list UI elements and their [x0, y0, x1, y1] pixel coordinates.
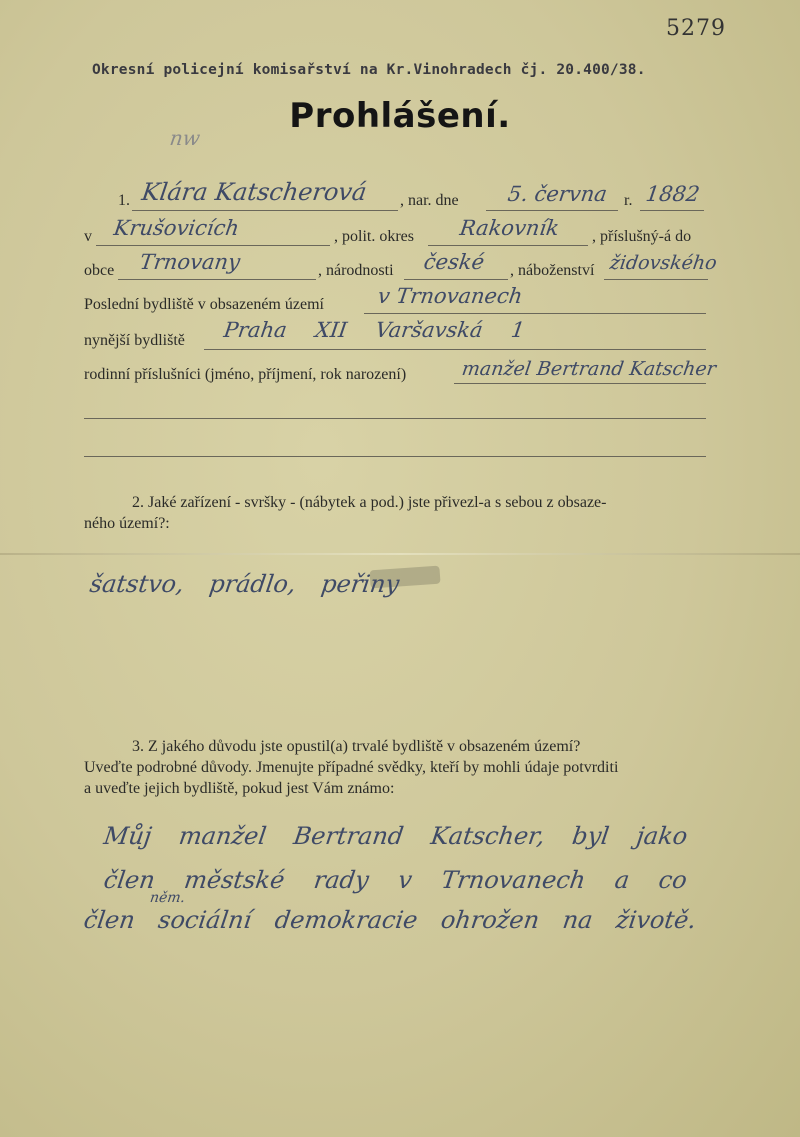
current-residence-label: nynější bydliště — [84, 332, 185, 349]
section2-question-line2: ného území?: — [84, 515, 170, 532]
last-residence-label: Poslední bydliště v obsazeném území — [84, 296, 324, 313]
last-residence-underline — [364, 313, 706, 314]
municipality-underline — [118, 279, 316, 280]
section3-answer-line2: člen městské rady v Trnovanech a co — [102, 866, 689, 894]
section3-question-line3: a uveďte jejich bydliště, pokud jest Vám známo: — [84, 780, 395, 797]
serial-number: 5279 — [666, 16, 726, 41]
year-label: r. — [624, 192, 633, 209]
family-value: manžel Bertrand Katscher — [460, 358, 718, 380]
name-underline — [132, 210, 398, 211]
section3-question-line2: Uveďte podrobné důvody. Jmenujte případné svědky, kteří by mohli údaje potvrditi — [84, 759, 619, 776]
section3-answer-line1: Můj manžel Bertrand Katscher, byl jako — [102, 822, 690, 850]
birth-year-value: 1882 — [644, 182, 702, 206]
section2-question-line1: 2. Jaké zařízení - svršky - (nábytek a pod.) jste přivezl-a s sebou z obsaze- — [132, 494, 607, 511]
obce-label: obce — [84, 262, 115, 279]
current-residence-value: Praha XII Varšavská 1 — [222, 318, 527, 342]
office-line: Okresní policejní komisařství na Kr.Vinohradech čj. 20.400/38. — [92, 62, 646, 78]
name-value: Klára Katscherová — [140, 178, 369, 206]
municipality-value: Trnovany — [138, 250, 242, 274]
paper-fold — [0, 553, 800, 555]
religion-underline — [604, 279, 708, 280]
section3-answer-insert: něm. — [148, 890, 187, 906]
section3-answer-line3: člen sociální demokracie ohrožen na životě. — [82, 906, 699, 934]
section2-answer: šatstvo, prádlo, peřiny — [88, 570, 402, 598]
family-underline — [454, 383, 706, 384]
margin-note: nw — [168, 126, 202, 150]
district-underline — [428, 245, 588, 246]
birth-date-underline — [486, 210, 618, 211]
current-residence-underline — [204, 349, 706, 350]
nationality-value: české — [422, 250, 486, 274]
family-label: rodinní příslušníci (jméno, příjmení, rok narození) — [84, 366, 407, 383]
birth-year-underline — [640, 210, 704, 211]
v-label: v — [84, 228, 92, 245]
prislusny-label: , příslušný-á do — [592, 228, 692, 245]
section1-number: 1. — [118, 192, 130, 209]
polit-okres-label: , polit. okres — [334, 228, 414, 245]
nationality-underline — [404, 279, 508, 280]
last-residence-value: v Trnovanech — [376, 284, 525, 308]
narodnosti-label: , národnosti — [318, 262, 394, 279]
birth-place-underline — [96, 245, 330, 246]
religion-value: židovského — [608, 252, 719, 274]
district-value: Rakovník — [458, 216, 561, 240]
section3-question-line1: 3. Z jakého důvodu jste opustil(a) trvalé bydliště v obsazeném území? — [132, 738, 581, 755]
birth-place-value: Krušovicích — [112, 216, 241, 240]
birth-date-value: 5. června — [506, 182, 609, 206]
section3-question — [84, 736, 714, 799]
nabozenstvi-label: , náboženství — [510, 262, 595, 279]
blank-line-1 — [84, 418, 706, 419]
page-title: Prohlášení. — [289, 96, 511, 136]
blank-line-2 — [84, 456, 706, 457]
section2-question — [84, 492, 709, 534]
nar-dne-label: , nar. dne — [400, 192, 459, 209]
